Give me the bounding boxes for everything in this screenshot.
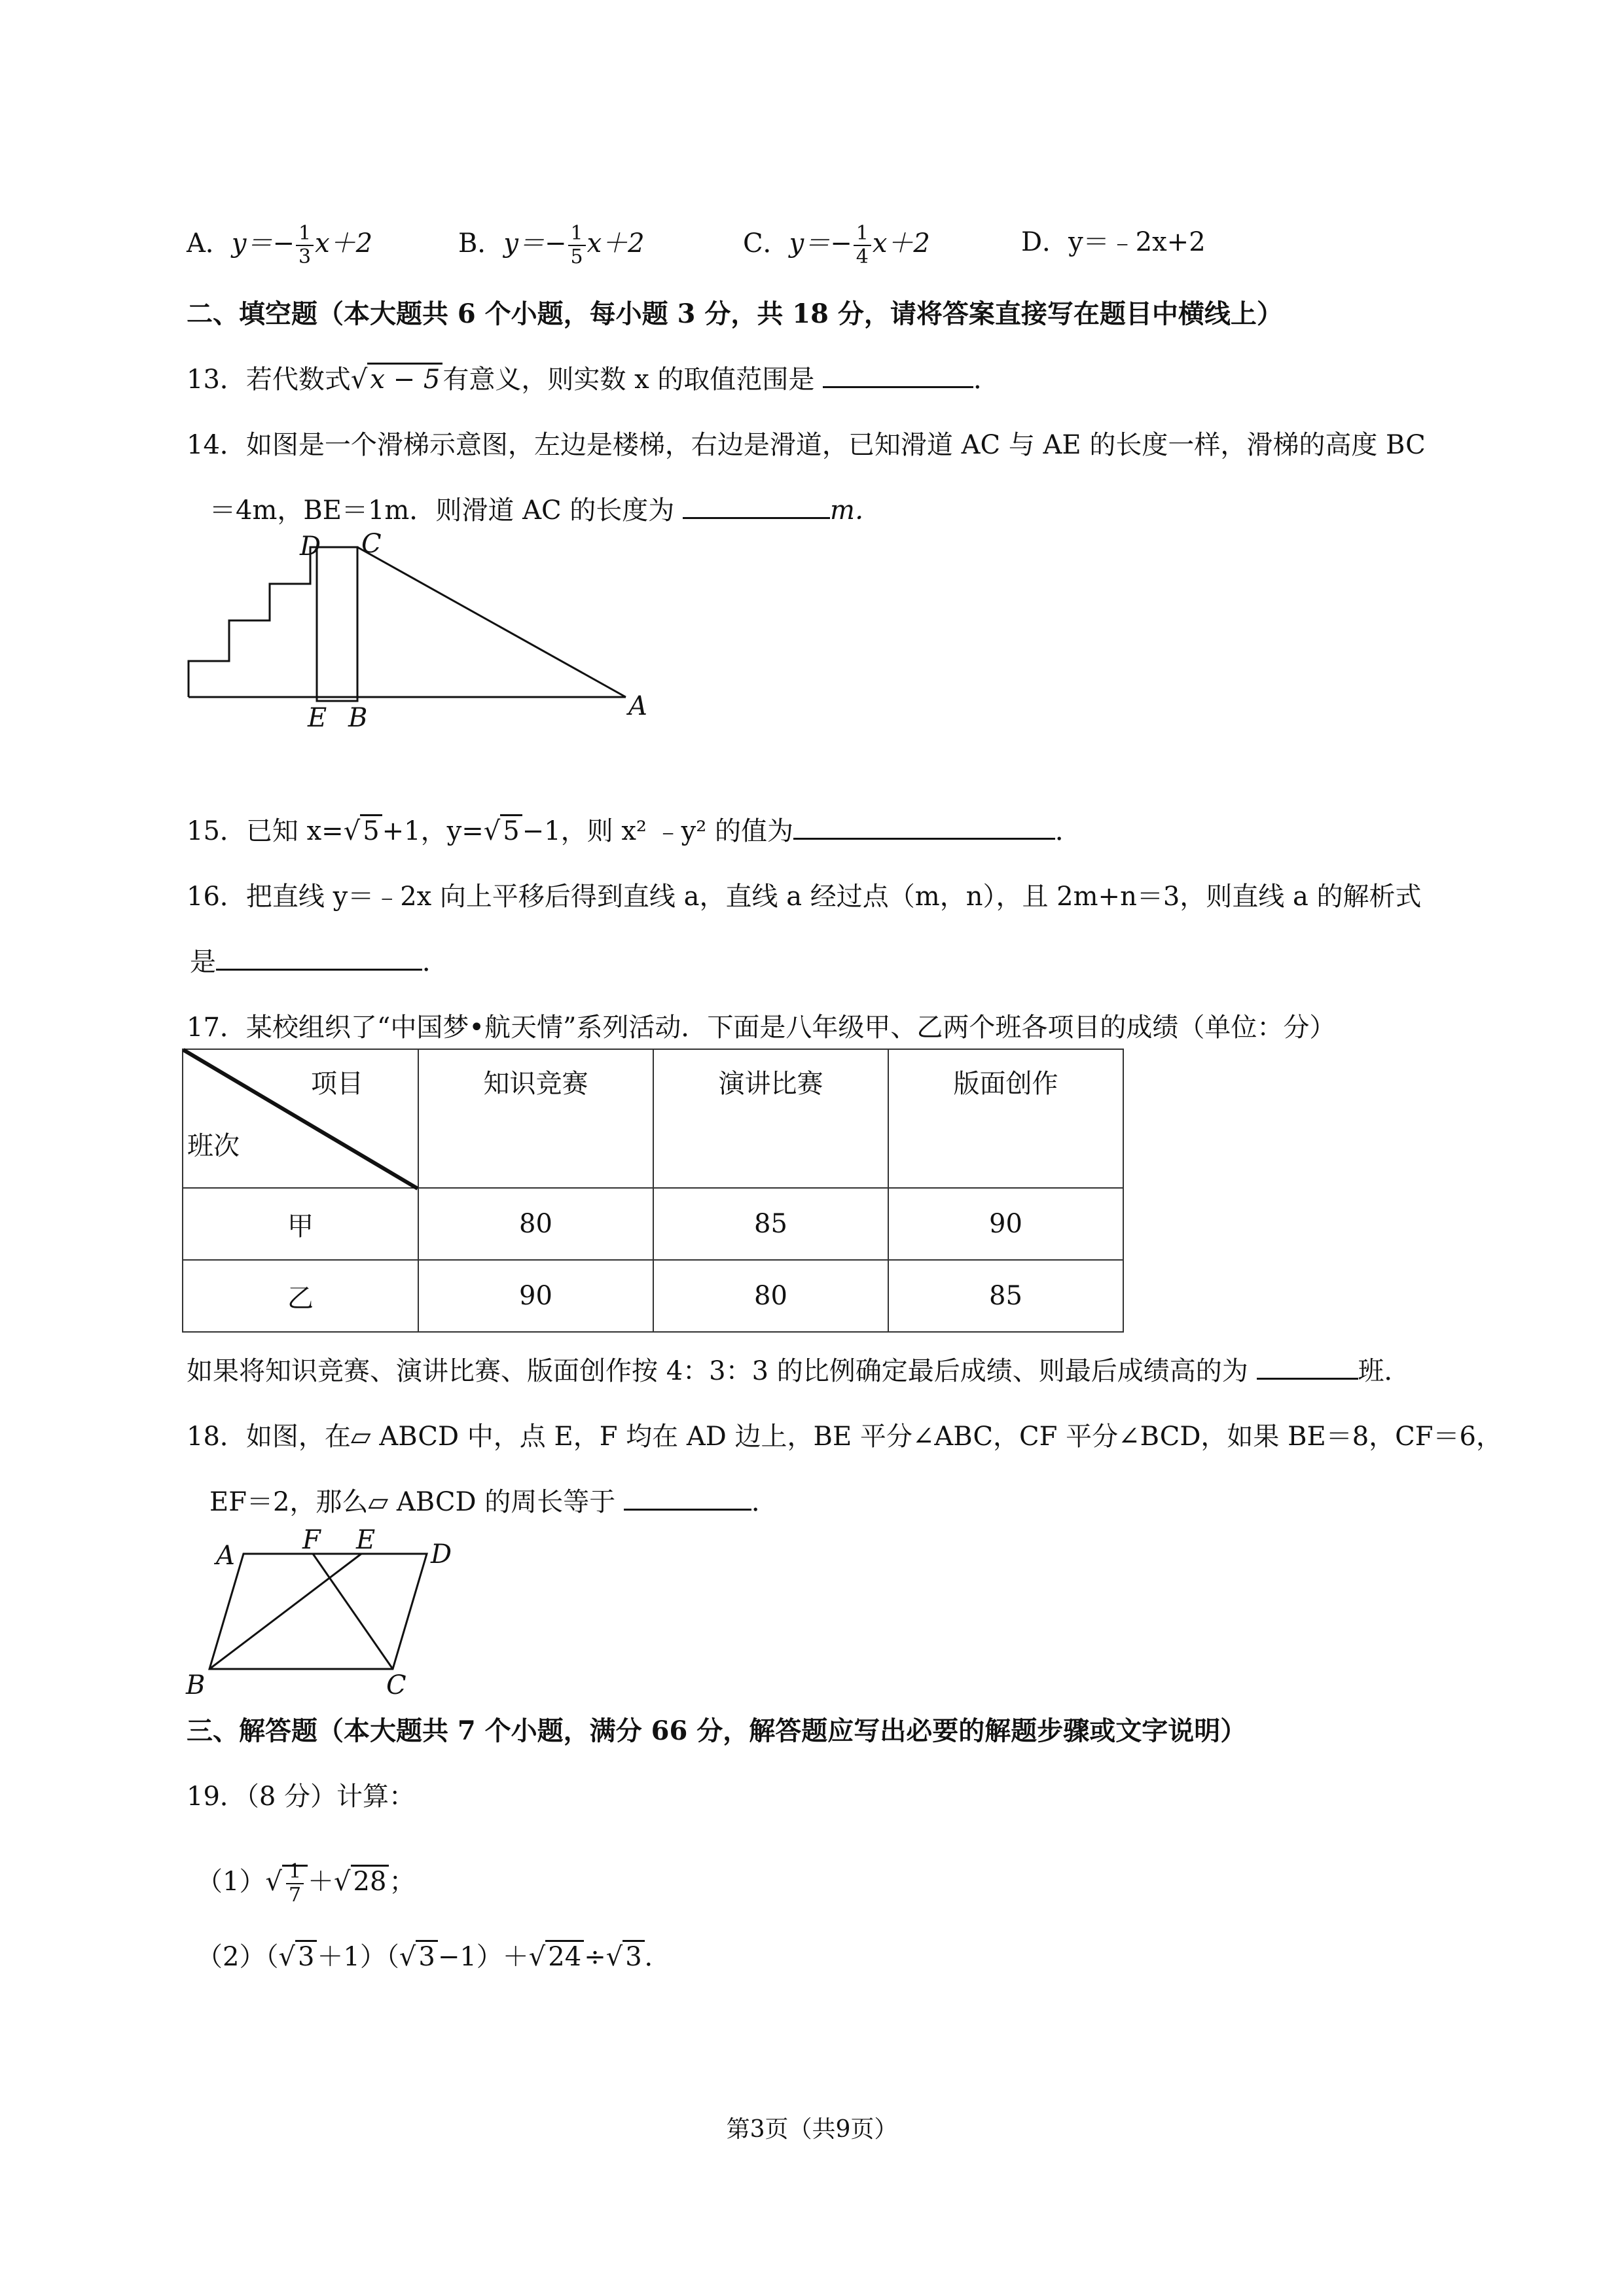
label-c: C [361,529,382,559]
corner-bottom-label: 班次 [187,1131,240,1161]
label-e: E [356,1525,376,1555]
question-17-line1: 17．某校组织了“中国梦•航天情”系列活动．下面是八年级甲、乙两个班各项目的成绩（单位：分） [187,1013,1336,1043]
question-18-line2: EF＝2，那么▱ ABCD 的周长等于 ． [209,1482,778,1522]
question-16-line1: 16．把直线 y＝﹣2x 向上平移后得到直线 a，直线 a 经过点（m，n），且 2m+n＝3，则直线 a 的解析式 [187,882,1422,912]
section2-heading: 二、填空题（本大题共 6 个小题，每小题 3 分，共 18 分，请将答案直接写在题目中横线上） [187,298,1283,329]
label-a: A [216,1541,235,1571]
option-c: C．y＝− $\frac{1}{4}$ x＋2 [743,222,930,268]
question-18-line1: 18．如图，在▱ ABCD 中，点 E，F 均在 AD 边上，BE 平分∠ABC，CF 平分∠BCD，如果 BE＝8，CF＝6， [187,1422,1502,1452]
question-17-after: 如果将知识竞赛、演讲比赛、版面创作按 4：3：3 的比例确定最后成绩、则最后成绩高的为 班． [187,1352,1411,1391]
question-19-title: 19．（8 分）计算： [187,1782,416,1812]
fraction: $\frac{1}{7}$ [286,1861,304,1907]
staircase-outline [189,547,317,697]
corner-cell [183,1049,418,1188]
slide-figure [177,529,700,779]
score-cell: 85 [653,1188,888,1260]
page-footer: 第3页（共9页） [726,2116,898,2143]
fraction: $\frac{1}{4}$ [854,223,871,268]
score-cell: 80 [653,1260,888,1332]
question-14-line2: ＝4m，BE＝1m．则滑道 AC 的长度为 m． [209,491,881,530]
segment-be [209,1554,361,1669]
question-13: 13．若代数式√ x − 5 有意义，则实数 x 的取值范围是 ． [187,360,1000,399]
score-cell: 85 [888,1260,1123,1332]
label-b: B [348,703,368,733]
slide-line-ca [357,547,626,697]
label-b: B [186,1670,206,1700]
score-cell: 80 [418,1188,653,1260]
label-e: E [308,703,327,733]
segment-cf [313,1554,393,1669]
answer-blank-14[interactable] [683,493,830,519]
parallelogram-figure [183,1525,484,1708]
question-19-part2: （2）（√ 3 ＋1）（√ 3 −1）＋√ 24 ÷√ 3 ． [196,1937,671,1977]
answer-blank-17[interactable] [1257,1354,1358,1380]
row-name: 乙 [183,1260,418,1332]
sqrt-expression: √ x − 5 [351,360,442,399]
label-d: D [300,531,321,562]
question-15: 15．已知 x=√ 5 +1，y=√ 5 −1，则 x² ﹣y² 的值为 ． [187,812,1081,851]
option-d: D．y＝﹣2x+2 [1021,227,1206,257]
answer-blank-18[interactable] [624,1485,751,1511]
question-16-line2: 是 ． [190,942,448,982]
section3-heading: 三、解答题（本大题共 7 个小题，满分 66 分，解答题应写出必要的解题步骤或文字说明） [187,1715,1247,1746]
option-b: B．y＝− $\frac{1}{5}$ x＋2 [458,222,645,268]
fraction: $\frac{1}{3}$ [296,223,314,268]
question-14-line1: 14．如图是一个滑梯示意图，左边是楼梯，右边是滑道，已知滑道 AC 与 AE 的长度一样，滑梯的高度 BC [187,430,1426,460]
score-cell: 90 [888,1188,1123,1260]
fraction: $\frac{1}{5}$ [568,223,586,268]
label-f: F [302,1525,321,1555]
header-cell: 演讲比赛 [653,1049,888,1188]
answer-blank-16[interactable] [216,945,422,971]
score-cell: 90 [418,1260,653,1332]
row-name: 甲 [183,1188,418,1260]
option-a: A．y＝− $\frac{1}{3}$ x＋2 [187,222,373,268]
answer-blank-15[interactable] [793,814,1055,840]
corner-top-label: 项目 [311,1069,363,1099]
label-c: C [386,1670,406,1700]
label-d: D [431,1539,452,1570]
answer-blank-13[interactable] [823,363,973,388]
slide-tower [317,547,357,701]
table-row [183,1260,1123,1332]
header-cell: 版面创作 [888,1049,1123,1188]
table-row [183,1188,1123,1260]
header-cell: 知识竞赛 [418,1049,653,1188]
parallelogram-abcd [209,1554,427,1669]
question-19-part1: （1）√ $\frac{1}{7}$ ＋√ 28 ； [196,1860,416,1907]
label-a: A [628,691,647,721]
score-table [182,1049,1124,1333]
